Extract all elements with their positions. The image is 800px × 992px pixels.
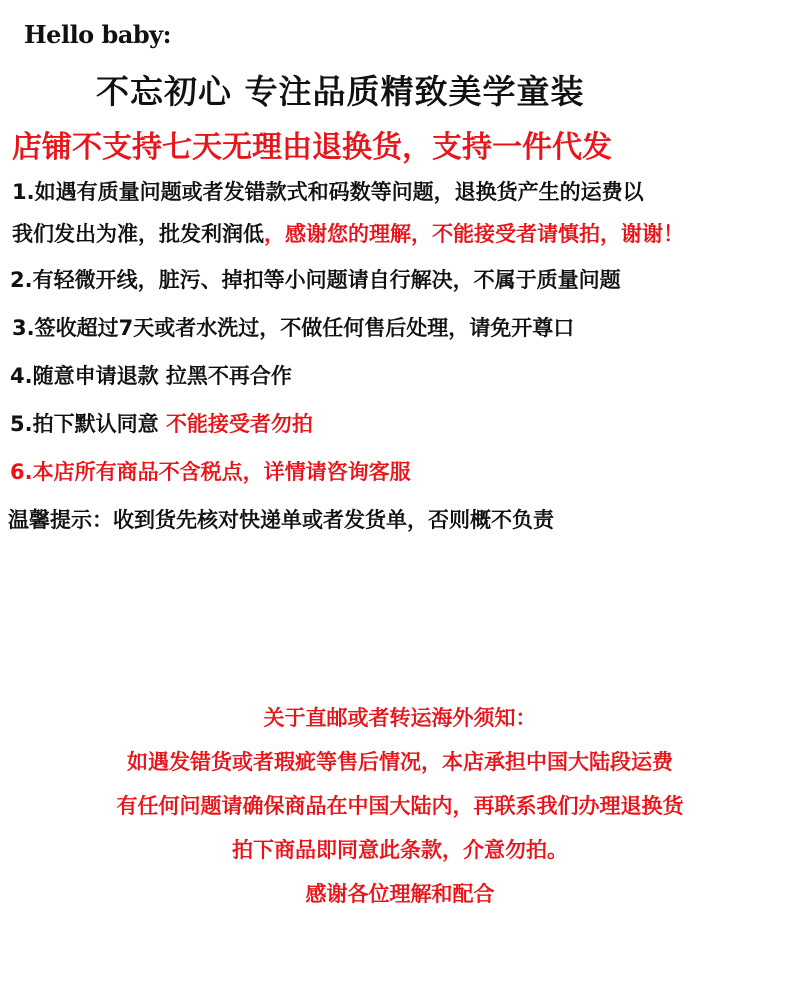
overseas-notice-line-1: 如遇发错货或者瑕疵等售后情况，本店承担中国大陆段运费: [127, 750, 673, 774]
rule-1-line-2-warning: ，感谢您的理解，不能接受者请慎拍，谢谢！: [264, 222, 684, 246]
warm-tip: 温馨提示：收到货先核对快递单或者发货单，否则概不负责: [8, 508, 554, 532]
return-policy-title: 店铺不支持七天无理由退换货，支持一件代发: [12, 130, 612, 165]
slogan-heading: 不忘初心 专注品质精致美学童装: [96, 72, 585, 111]
rule-1-line-2-text: 我们发出为准，批发利润低: [12, 222, 264, 246]
rule-5: [10, 408, 313, 438]
overseas-notice-line-2: 有任何问题请确保商品在中国大陆内，再联系我们办理退换货: [116, 794, 684, 818]
rule-5-text: 5.拍下默认同意: [10, 412, 166, 436]
overseas-notice-line-4: 感谢各位理解和配合: [305, 882, 495, 906]
rule-4: 4.随意申请退款 拉黑不再合作: [10, 364, 292, 388]
rule-5-warning: 不能接受者勿拍: [165, 412, 313, 436]
rule-6: 6.本店所有商品不含税点，详情请咨询客服: [10, 460, 411, 484]
greeting: Hello baby:: [24, 20, 171, 49]
overseas-notice-title: 关于直邮或者转运海外须知：: [263, 706, 537, 730]
rule-1-line-1: 1.如遇有质量问题或者发错款式和码数等问题，退换货产生的运费以: [12, 180, 644, 204]
rule-1-line-2: [12, 218, 684, 248]
overseas-notice-line-3: 拍下商品即同意此条款，介意勿拍。: [232, 838, 568, 862]
rule-3: 3.签收超过7天或者水洗过，不做任何售后处理，请免开尊口: [12, 316, 575, 340]
rule-2: 2.有轻微开线，脏污、掉扣等小问题请自行解决，不属于质量问题: [10, 268, 621, 292]
